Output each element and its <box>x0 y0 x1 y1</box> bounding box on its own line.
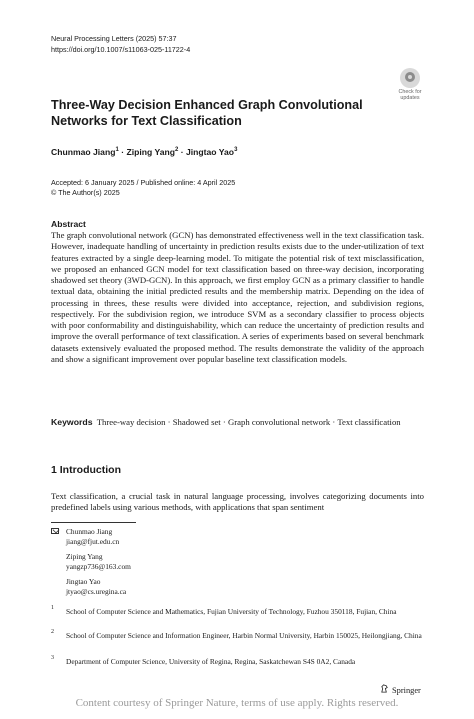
paper-title: Three-Way Decision Enhanced Graph Convolutional Networks for Text Classification <box>51 98 363 128</box>
author-name: Ziping Yang <box>126 147 175 157</box>
author-list <box>51 147 237 157</box>
affiliation-text: Department of Computer Science, University of Regina, Regina, Saskatchewan S4S 0A2, Canada <box>66 657 356 666</box>
contact-entry <box>66 527 119 547</box>
copyright-footer: Content courtesy of Springer Nature, terms of use apply. Rights reserved. <box>75 697 399 709</box>
publication-dates <box>51 178 235 197</box>
check-for-updates-badge[interactable] <box>395 66 425 104</box>
footnote-divider <box>51 522 136 523</box>
publisher-logo <box>380 684 421 695</box>
contact-email[interactable]: jtyao@cs.uregina.ca <box>66 587 127 596</box>
contact-email[interactable]: jiang@fjut.edu.cn <box>66 537 120 546</box>
intro-paragraph: Text classification, a crucial task in natural language processing, involves categorizing documents into predefined labels using various methods, with applications that span sentiment <box>51 491 424 513</box>
badge-line-1: Check for <box>398 89 422 95</box>
author-separator: · <box>118 147 127 157</box>
springer-horse-icon <box>380 684 389 695</box>
abstract-heading: Abstract <box>51 219 86 229</box>
publisher-name: Springer <box>392 686 421 695</box>
contact-entry <box>66 552 131 572</box>
author-name: Chunmao Jiang <box>51 147 116 157</box>
author-affiliation-mark: 2 <box>175 147 179 154</box>
contact-email[interactable]: yangzp736@163.com <box>66 562 131 571</box>
keywords-text: Three-way decision · Shadowed set · Graph convolutional network · Text classification <box>96 417 401 427</box>
journal-header <box>51 34 190 55</box>
dates-accepted-published: Accepted: 6 January 2025 / Published online: 4 April 2025 <box>51 178 236 187</box>
keywords-label: Keywords <box>51 417 93 427</box>
section-heading: 1 Introduction <box>51 464 121 476</box>
affiliation-number: 3 <box>51 655 54 661</box>
doi-link[interactable]: https://doi.org/10.1007/s11063-025-11722-4 <box>51 44 191 54</box>
author-separator: · <box>178 147 186 157</box>
journal-citation: Neural Processing Letters (2025) 57:37 <box>51 34 177 43</box>
contact-name: Ziping Yang <box>66 552 103 561</box>
contact-name: Chunmao Jiang <box>66 527 113 536</box>
author-affiliation-mark: 1 <box>115 147 119 154</box>
envelope-icon <box>51 528 59 534</box>
affiliation-text: School of Computer Science and Information Engineer, Harbin Normal University, Harbin 150025, Heilongjiang, China <box>66 631 422 640</box>
contact-name: Jingtao Yao <box>66 577 101 586</box>
author-affiliation-mark: 3 <box>234 147 238 154</box>
affiliation-text: School of Computer Science and Mathematics, Fujian University of Technology, Fuzhou 350118, Fujian, China <box>66 607 397 616</box>
author-name: Jingtao Yao <box>185 147 235 157</box>
affiliation-number: 1 <box>51 605 54 611</box>
copyright-line: © The Author(s) 2025 <box>51 187 120 197</box>
affiliation-number: 2 <box>51 629 54 635</box>
check-updates-icon <box>400 68 420 88</box>
contact-entry <box>66 577 126 597</box>
badge-line-2: updates <box>400 95 420 102</box>
abstract-text: The graph convolutional network (GCN) has demonstrated effectiveness well in the text classification task. However, inadequate handling of uncertainty in prediction results exists due to the under-utilization of text features extracted by a single deep-learning model. To mitigate the potential risk of text misclassification, we proposed an enhanced GCN model for text classification based on three-way decision, incorporating shadowed set theory (3WD-GCN). In this approach, we first employ GCN as a primary classifier to handle textual data, obtaining the initial predicted results and the membership matrix. Depending on the idea of processing in threes, these results were divided into acceptance, rejection, and subdivision regions, respectively. For the subdivision region, we introduce SVM as a secondary classifier to process objects with poor conformability and distinguishability, which can reduce the uncertainty of prediction results and improve the overall performance of text classification. A series of experiments based on several benchmark datasets extensively evaluated the proposed method. The results demonstrate the validity of the approach and show a significant improvement over popular baseline text classification models. <box>51 230 424 364</box>
keywords <box>51 417 424 429</box>
